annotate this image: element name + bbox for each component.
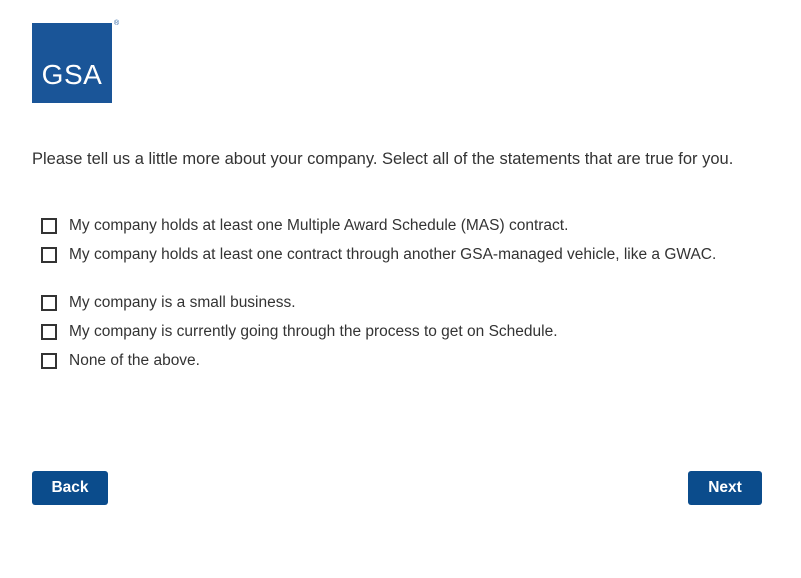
checkbox[interactable] (41, 324, 57, 340)
question-text: Please tell us a little more about your company. Select all of the statements that are true for you. (32, 150, 734, 168)
checkbox[interactable] (41, 247, 57, 263)
option-label: My company is a small business. (69, 294, 296, 311)
option-label: None of the above. (69, 352, 200, 369)
next-button[interactable]: Next (688, 471, 762, 505)
checkbox[interactable] (41, 353, 57, 369)
logo-text: GSA (41, 59, 103, 90)
option-none[interactable] (41, 349, 721, 378)
option-label: My company is currently going through the process to get on Schedule. (69, 323, 558, 340)
gsa-logo (32, 23, 112, 103)
registered-mark: ® (114, 20, 120, 27)
checkbox[interactable] (41, 218, 57, 234)
checkbox[interactable] (41, 295, 57, 311)
option-label: My company holds at least one Multiple Award Schedule (MAS) contract. (69, 217, 569, 234)
option-getting-on-schedule[interactable] (41, 320, 721, 349)
option-mas-contract[interactable] (41, 214, 721, 243)
option-small-business[interactable] (41, 291, 721, 320)
option-label: My company holds at least one contract through another GSA-managed vehicle, like a GWAC. (69, 246, 717, 263)
option-gsa-vehicle[interactable] (41, 243, 721, 291)
options-list (41, 214, 721, 378)
back-button[interactable]: Back (32, 471, 108, 505)
